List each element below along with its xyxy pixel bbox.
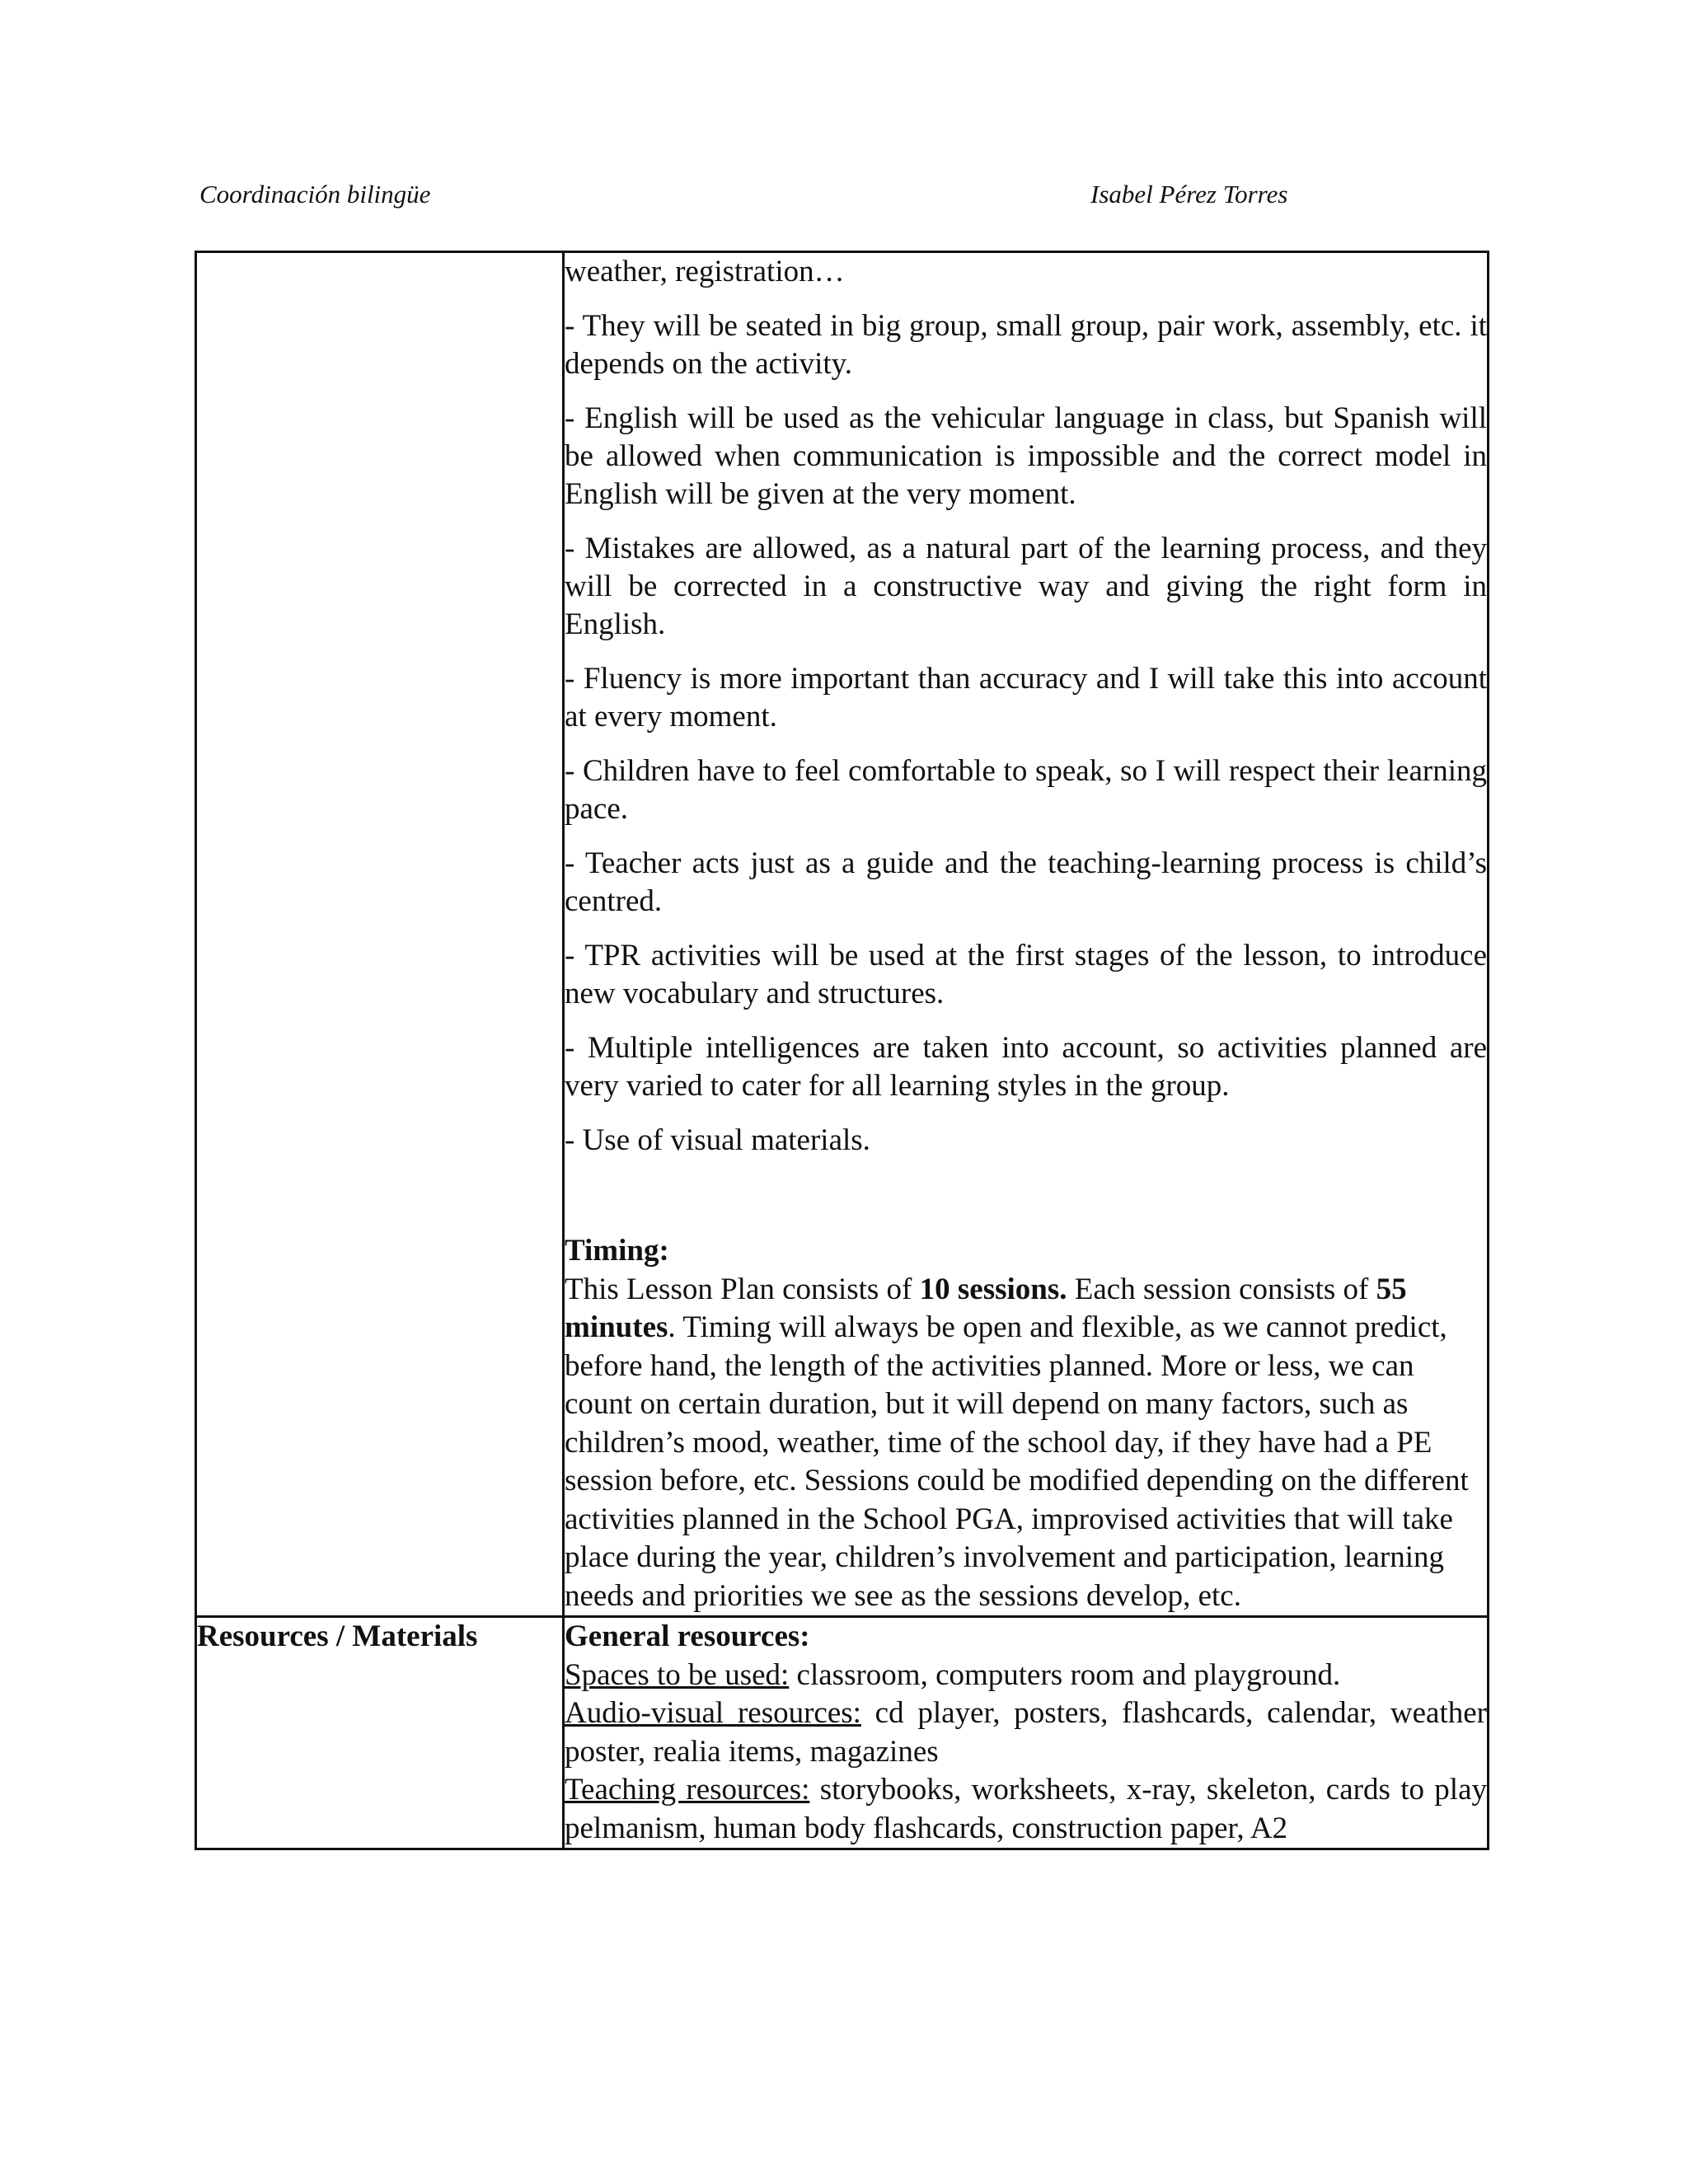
teaching-line [565,1771,1487,1848]
paragraph: - Teacher acts just as a guide and the teaching-learning process is child’s centred. [565,846,1487,918]
timing-text: . Timing will always be open and flexible, as we cannot predict, before hand, the length of the activities planned. More or less, we can count on certain duration, but it will depend on many factors, such as children’s mood, weather, time of the school day, if they have had a PE session before, etc. Sessions could be modified depending on the different activities planned in the School PGA, improvised activities that will take place during the year, children’s involvement and participation, learning needs and priorities we see as the sessions develop, etc. [565,1310,1469,1613]
row1-label-cell [196,252,564,1617]
paragraph: - English will be used as the vehicular language in class, but Spanish will be allowed when communication is impossible and the correct model in English will be given at the very moment. [565,401,1487,511]
paragraph: - Mistakes are allowed, as a natural part of the learning process, and they will be corrected in a constructive way and giving the right form in English. [565,532,1487,641]
spaces-text: classroom, computers room and playground. [789,1657,1341,1692]
timing-title: Timing: [565,1234,669,1268]
spaces-line [565,1657,1487,1695]
paragraph: weather, registration… [565,255,845,288]
audio-text: cd player, posters, flashcards, calendar, weather poster, realia items, magazines [565,1696,1487,1769]
audio-line [565,1694,1487,1771]
paragraph: - Fluency is more important than accuracy and I will take this into account at every moment. [565,662,1487,733]
timing-text: This Lesson Plan consists of [565,1272,920,1306]
paragraph: - TPR activities will be used at the first stages of the lesson, to introduce new vocabulary and structures. [565,939,1487,1010]
paragraph: - They will be seated in big group, small group, pair work, assembly, etc. it depends on the activity. [565,309,1487,381]
timing-section [565,1232,1487,1615]
general-resources-title: General resources: [565,1619,810,1653]
table-row [196,1617,1489,1849]
audio-label: Audio-visual resources: [565,1696,861,1730]
timing-text: Each session consists of [1067,1272,1376,1306]
paragraph: - Multiple intelligences are taken into account, so activities planned are very varied to cater for all learning styles in the group. [565,1031,1487,1103]
spaces-label: Spaces to be used: [565,1657,790,1692]
teaching-label: Teaching resources: [565,1773,810,1807]
timing-sessions: 10 sessions. [919,1272,1067,1306]
paragraph: - Children have to feel comfortable to speak, so I will respect their learning pace. [565,754,1487,826]
header-coordination: Coordinación bilingüe [199,180,431,209]
lesson-plan-table [195,251,1489,1850]
table-row [196,252,1489,1617]
resources-label: Resources / Materials [196,1617,564,1849]
timing-minutes: 55 minutes [565,1272,1407,1344]
header-author: Isabel Pérez Torres [1090,180,1288,209]
teaching-text: storybooks, worksheets, x-ray, skeleton, cards to play pelmanism, human body flashcards, construction paper, A2 [565,1773,1487,1845]
row1-content-cell [564,252,1489,1617]
paragraph: - Use of visual materials. [565,1123,870,1157]
resources-content-cell [564,1617,1489,1849]
page-header [0,180,1688,213]
